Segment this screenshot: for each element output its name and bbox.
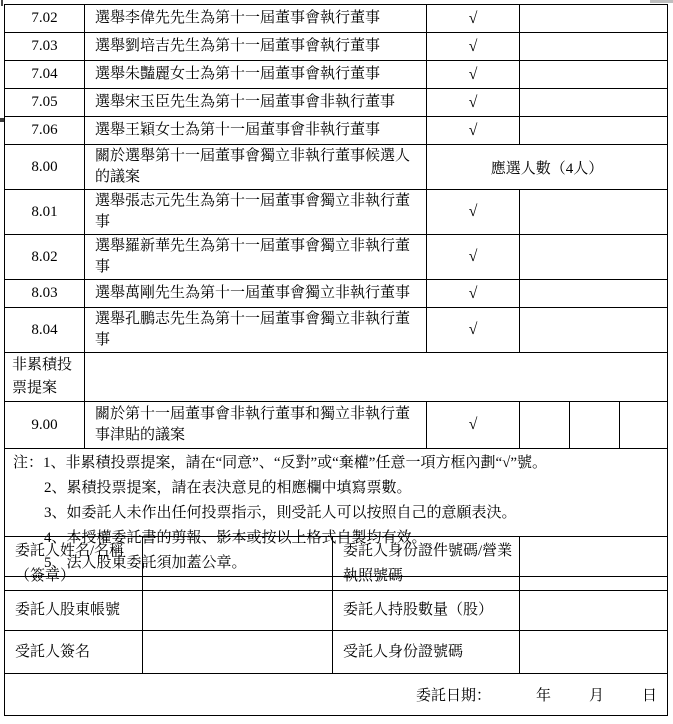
item-description: 選舉王穎女士為第十一屆董事會非執行董事	[85, 117, 427, 145]
item-number: 7.04	[5, 61, 85, 89]
principal-name-label: 委託人姓名/名稱 （簽章）	[5, 537, 143, 591]
principal-account-label: 委託人股東帳號	[5, 591, 143, 631]
resolution-row-7-03	[5, 33, 668, 61]
empty-vote-cell	[520, 190, 668, 235]
item-description: 選舉朱豔麗女士為第十一屆董事會執行董事	[85, 61, 427, 89]
item-description: 選舉劉培吉先生為第十一屆董事會執行董事	[85, 33, 427, 61]
empty-vote-cell	[520, 402, 570, 449]
principal-shares-label: 委託人持股數量（股）	[333, 591, 520, 631]
principal-account-blank-cell	[143, 591, 333, 631]
empty-vote-cell	[620, 402, 668, 449]
month-label: 月	[588, 688, 604, 704]
item-number: 7.06	[5, 117, 85, 145]
note-line-4: 4、本授權委託書的剪報、影本或按以上格式自製均有效。	[44, 530, 427, 546]
resolution-row-7-04	[5, 61, 668, 89]
note-line-2: 2、累積投票提案，請在表決意見的相應欄中填寫票數。	[44, 480, 412, 496]
resolution-row-8-01	[5, 190, 668, 235]
item-description: 選舉孔鵬志先生為第十一屆董事會獨立非執行董事	[85, 308, 427, 353]
resolution-row-7-06	[5, 117, 668, 145]
resolution-row-8-02	[5, 235, 668, 280]
note-line-1: 注：1、非累積投票提案，請在“同意”、“反對”或“棄權”任意一項方框內劃“√”號。	[13, 455, 547, 471]
item-number: 8.01	[5, 190, 85, 235]
empty-vote-cell	[570, 402, 620, 449]
item-description: 選舉萬剛先生為第十一屆董事會獨立非執行董事	[85, 280, 427, 308]
vote-checkmark: √	[427, 33, 520, 61]
empty-vote-cell	[520, 308, 668, 353]
vote-checkmark: √	[427, 235, 520, 280]
trustee-signature-row	[5, 631, 668, 674]
vote-checkmark: √	[427, 89, 520, 117]
trustee-signature-label: 受託人簽名	[5, 631, 143, 674]
item-number: 7.03	[5, 33, 85, 61]
vote-checkmark: √	[427, 61, 520, 89]
signature-info-table	[4, 536, 668, 716]
item-number: 8.04	[5, 308, 85, 353]
principal-id-label: 委託人身份證件號碼/營業 執照號碼	[333, 537, 520, 591]
date-label: 委託日期：	[415, 688, 491, 704]
empty-vote-cell	[520, 5, 668, 33]
date-row	[5, 674, 668, 716]
non-cumulative-section-row	[5, 353, 668, 402]
trustee-id-blank-cell	[520, 631, 668, 674]
day-label: 日	[641, 688, 657, 704]
note-line-3: 3、如委託人未作出任何投票指示，則受託人可以按照自己的意願表決。	[44, 505, 517, 521]
item-number: 9.00	[5, 402, 85, 449]
item-number: 7.02	[5, 5, 85, 33]
item-number: 8.03	[5, 280, 85, 308]
year-label: 年	[535, 688, 551, 704]
empty-section-cell	[85, 353, 668, 402]
principal-name-row	[5, 537, 668, 591]
item-description: 選舉宋玉臣先生為第十一屆董事會非執行董事	[85, 89, 427, 117]
principal-id-blank-cell	[520, 537, 668, 591]
resolution-row-7-05	[5, 89, 668, 117]
resolution-row-7-02	[5, 5, 668, 33]
vote-checkmark: √	[427, 280, 520, 308]
candidates-count-cell: 應選人數（4人）	[427, 145, 668, 190]
date-cell	[5, 674, 668, 716]
page-edge-artifact-left	[1, 0, 3, 6]
vote-checkmark: √	[427, 5, 520, 33]
resolution-row-8-04	[5, 308, 668, 353]
item-description: 選舉張志元先生為第十一屆董事會獨立非執行董事	[85, 190, 427, 235]
item-description: 關於選舉第十一屆董事會獨立非執行董事候選人的議案	[85, 145, 427, 190]
scrollbar-fragment	[650, 0, 673, 3]
item-number: 8.00	[5, 145, 85, 190]
principal-name-blank-cell	[143, 537, 333, 591]
vote-checkmark: √	[427, 308, 520, 353]
principal-shares-blank-cell	[520, 591, 668, 631]
empty-vote-cell	[520, 89, 668, 117]
resolutions-table	[4, 4, 668, 577]
trustee-id-label: 受託人身份證號碼	[333, 631, 520, 674]
item-description: 選舉羅新華先生為第十一屆董事會獨立非執行董事	[85, 235, 427, 280]
trustee-signature-blank-cell	[143, 631, 333, 674]
vote-checkmark: √	[427, 117, 520, 145]
empty-vote-cell	[520, 33, 668, 61]
vote-checkmark: √	[427, 402, 520, 449]
empty-vote-cell	[520, 280, 668, 308]
item-description: 選舉李偉先先生為第十一屆董事會執行董事	[85, 5, 427, 33]
empty-vote-cell	[520, 235, 668, 280]
empty-vote-cell	[520, 117, 668, 145]
principal-account-row	[5, 591, 668, 631]
note-line-5: 5、法人股東委託須加蓋公章。	[44, 555, 247, 571]
resolution-row-8-00	[5, 145, 668, 190]
item-number: 8.02	[5, 235, 85, 280]
date-line	[5, 684, 667, 705]
resolution-row-8-03	[5, 280, 668, 308]
section-label: 非累積投票提案	[5, 353, 85, 402]
item-description: 關於第十一屆董事會非執行董事和獨立非執行董事津貼的議案	[85, 402, 427, 449]
resolution-row-9-00	[5, 402, 668, 449]
item-number: 7.05	[5, 89, 85, 117]
vote-checkmark: √	[427, 190, 520, 235]
empty-vote-cell	[520, 61, 668, 89]
